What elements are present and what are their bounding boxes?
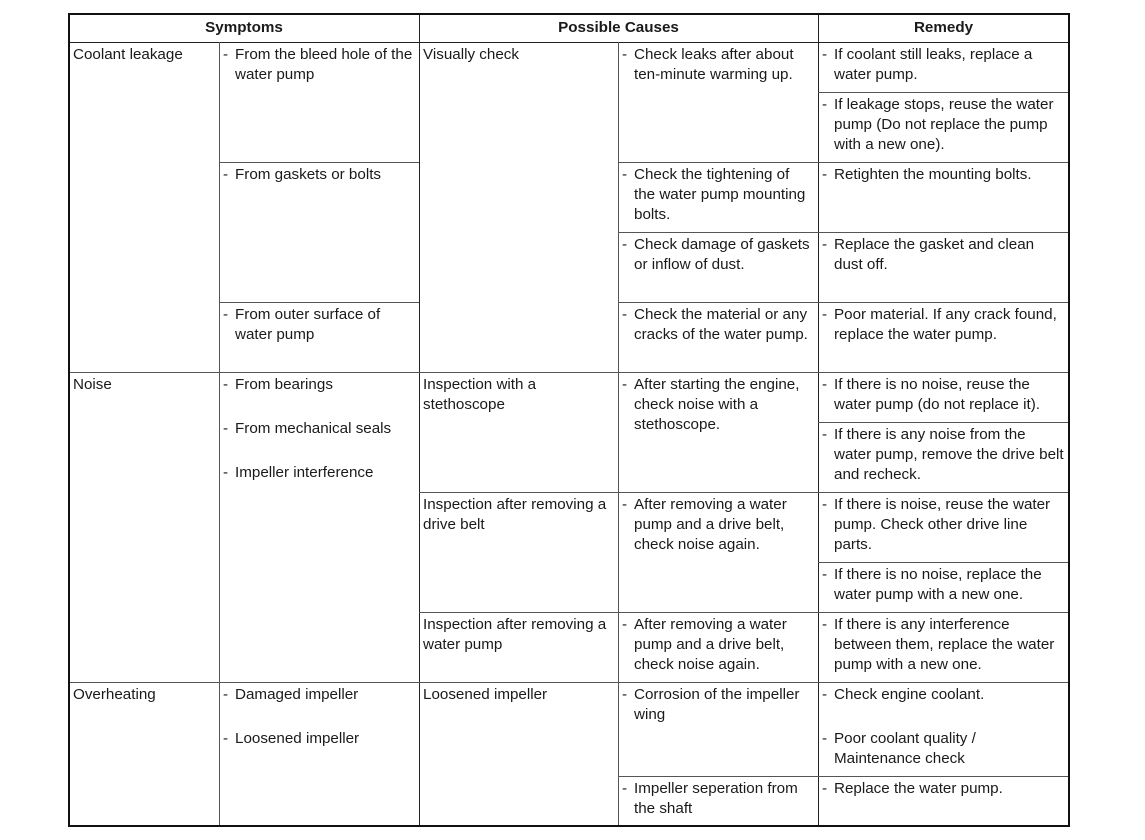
row-divider xyxy=(818,92,1069,93)
row-divider xyxy=(618,162,1069,163)
bullet: - xyxy=(822,730,828,747)
check-text: After removing a water pump and a drive belt, check noise again. xyxy=(634,616,787,673)
remedy-item xyxy=(818,492,1069,555)
remedy-text: Poor coolant quality / Maintenance check xyxy=(834,730,976,767)
bullet: - xyxy=(622,166,628,183)
check-item xyxy=(618,372,818,435)
remedy-item xyxy=(818,92,1069,155)
bullet: - xyxy=(622,686,628,703)
bullet: - xyxy=(822,96,828,113)
check-item xyxy=(618,492,818,555)
cause-loosened-impeller: Loosened impeller xyxy=(423,686,548,703)
check-text: Check leaks after about ten-minute warming up. xyxy=(634,46,794,83)
remedy-item xyxy=(822,685,1065,705)
bullet: - xyxy=(223,686,229,703)
sub-symptom-text: From mechanical seals xyxy=(235,420,392,437)
row-divider xyxy=(219,302,419,303)
sub-symptom xyxy=(223,463,415,483)
header-possible-causes: Possible Causes xyxy=(558,19,679,36)
remedy-item xyxy=(818,302,1069,345)
check-text: Check damage of gaskets or inflow of dust. xyxy=(634,236,810,273)
bullet: - xyxy=(622,616,628,633)
sub-symptom-text: From bearings xyxy=(235,376,333,393)
bullet: - xyxy=(822,376,828,393)
bullet: - xyxy=(822,780,828,797)
check-text: Impeller seperation from the shaft xyxy=(634,780,798,817)
bullet: - xyxy=(223,420,229,437)
check-text: Check the tightening of the water pump mounting bolts. xyxy=(634,166,806,223)
bullet: - xyxy=(822,46,828,63)
remedy-text: If there is any interference between them, replace the water pump with a new one. xyxy=(834,616,1055,673)
remedy-item xyxy=(818,42,1069,85)
bullet: - xyxy=(223,306,229,323)
bullet: - xyxy=(223,376,229,393)
bullet: - xyxy=(223,730,229,747)
row-divider xyxy=(818,422,1069,423)
row-divider xyxy=(419,492,1069,493)
remedy-text: Poor material. If any crack found, replace the water pump. xyxy=(834,306,1057,343)
row-divider xyxy=(219,162,419,163)
check-item xyxy=(618,162,818,225)
sub-symptom-text: From the bleed hole of the water pump xyxy=(235,46,413,83)
check-text: Corrosion of the impeller wing xyxy=(634,686,800,723)
cause-item: Inspection after removing a water pump xyxy=(423,616,607,653)
sub-symptom xyxy=(223,375,415,395)
remedy-text: Retighten the mounting bolts. xyxy=(834,166,1032,183)
bullet: - xyxy=(622,496,628,513)
remedy-item xyxy=(818,232,1069,275)
sub-symptom-text: Impeller interference xyxy=(235,464,374,481)
remedy-item xyxy=(818,776,1069,799)
bullet: - xyxy=(622,306,628,323)
remedy-item xyxy=(818,562,1069,605)
check-text: After removing a water pump and a drive belt, check noise again. xyxy=(634,496,787,553)
check-text: After starting the engine, check noise with a stethoscope. xyxy=(634,376,800,433)
bullet: - xyxy=(622,780,628,797)
bullet: - xyxy=(622,376,628,393)
remedy-text: Replace the water pump. xyxy=(834,780,1003,797)
sub-symptom xyxy=(219,162,419,185)
header-symptoms: Symptoms xyxy=(205,19,283,36)
bullet: - xyxy=(223,46,229,63)
remedy-item xyxy=(818,162,1069,185)
symptom-coolant-leakage: Coolant leakage xyxy=(73,46,183,63)
remedy-text: If coolant still leaks, replace a water pump. xyxy=(834,46,1033,83)
troubleshooting-table xyxy=(69,14,1069,826)
check-item xyxy=(618,682,818,725)
bullet: - xyxy=(822,566,828,583)
bullet: - xyxy=(622,46,628,63)
bullet: - xyxy=(822,616,828,633)
sub-symptom-text: Damaged impeller xyxy=(235,686,359,703)
sub-symptom xyxy=(219,302,419,345)
row-divider xyxy=(618,232,1069,233)
remedy-text: If there is no noise, replace the water pump with a new one. xyxy=(834,566,1042,603)
remedy-text: Check engine coolant. xyxy=(834,686,985,703)
sub-symptom-text: From outer surface of water pump xyxy=(235,306,381,343)
remedy-text: If there is noise, reuse the water pump. Check other drive line parts. xyxy=(834,496,1051,553)
symptom-noise: Noise xyxy=(73,376,112,393)
symptom-overheating: Overheating xyxy=(73,686,156,703)
remedy-text: If leakage stops, reuse the water pump (Do not replace the pump with a new one). xyxy=(834,96,1054,153)
group-divider xyxy=(69,682,1069,683)
row-divider xyxy=(818,562,1069,563)
check-item xyxy=(618,776,818,819)
row-divider xyxy=(618,776,1069,777)
bullet: - xyxy=(822,496,828,513)
cause-item: Inspection after removing a drive belt xyxy=(423,496,607,533)
row-divider xyxy=(618,302,1069,303)
remedy-item xyxy=(818,612,1069,675)
column-divider xyxy=(618,42,619,826)
check-item xyxy=(618,42,818,85)
check-item xyxy=(618,302,818,345)
sub-symptom-list xyxy=(219,682,419,749)
sub-symptom xyxy=(223,685,415,705)
bullet: - xyxy=(822,236,828,253)
remedy-text: If there is any noise from the water pump, remove the drive belt and recheck. xyxy=(834,426,1064,483)
remedy-text: Replace the gasket and clean dust off. xyxy=(834,236,1035,273)
sub-symptom xyxy=(223,729,415,749)
sub-symptom-text: Loosened impeller xyxy=(235,730,360,747)
bullet: - xyxy=(223,464,229,481)
remedy-list xyxy=(818,682,1069,769)
remedy-text: If there is no noise, reuse the water pump (do not replace it). xyxy=(834,376,1040,413)
cause-visually-check: Visually check xyxy=(423,46,519,63)
sub-symptom-text: From gaskets or bolts xyxy=(235,166,382,183)
bullet: - xyxy=(822,426,828,443)
bullet: - xyxy=(822,686,828,703)
remedy-item xyxy=(822,729,1065,769)
sub-symptom xyxy=(223,419,415,439)
check-item xyxy=(618,612,818,675)
check-item xyxy=(618,232,818,275)
check-text: Check the material or any cracks of the water pump. xyxy=(634,306,808,343)
header-remedy: Remedy xyxy=(913,19,974,36)
sub-symptom xyxy=(219,42,419,85)
column-divider xyxy=(219,42,220,826)
remedy-item xyxy=(818,372,1069,415)
column-divider xyxy=(419,14,420,826)
remedy-item xyxy=(818,422,1069,485)
cause-item: Inspection with a stethoscope xyxy=(423,376,537,413)
bullet: - xyxy=(822,166,828,183)
row-divider xyxy=(419,612,1069,613)
group-divider xyxy=(69,372,1069,373)
sub-symptom-list xyxy=(219,372,419,483)
bullet: - xyxy=(822,306,828,323)
column-divider xyxy=(818,14,819,826)
bullet: - xyxy=(223,166,229,183)
bullet: - xyxy=(622,236,628,253)
